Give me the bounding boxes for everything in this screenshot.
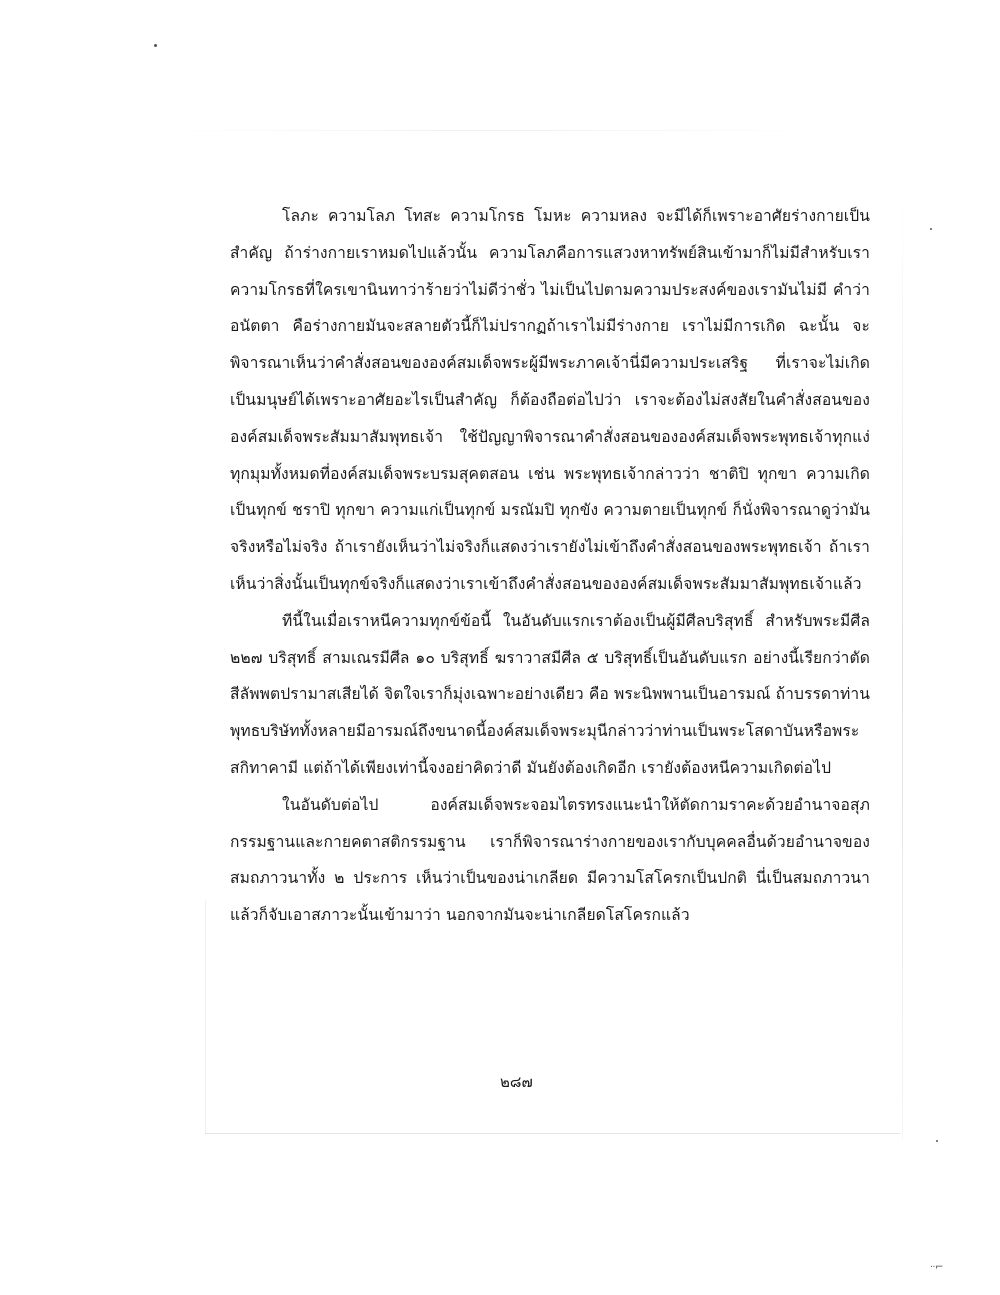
scan-speck xyxy=(936,1140,938,1142)
scan-edge-left xyxy=(205,900,206,1134)
scan-speck xyxy=(154,44,157,47)
corner-scan-mark: ᐧᐧ⌐ xyxy=(930,1262,944,1273)
paragraph-1: โลภะ ความโลภ โทสะ ความโกรธ โมหะ ความหลง จะมีได้ก็เพราะอาศัยร่างกายเป็นสำคัญ ถ้าร่างกายเราหมดไปแล้วนั้น ความโลภคือการแสวงหาทรัพย์สินเข้ามาก็ไม่มีสำหรับเรา ความโกรธที่ใครเขานินทาว่าร้ายว่าไม่ดีว่าชั่ว ไม่เป็นไปตามความประสงค์ของเรามันไม่มี คำว่าอนัตตา คือร่างกายมันจะสลายตัวนี้ก็ไม่ปรากฏถ้าเราไม่มีร่างกาย เราไม่มีการเกิด ฉะนั้น จะพิจารณาเห็นว่าคำสั่งสอนขององค์สมเด็จพระผู้มีพระภาคเจ้านี่มีความประเสริฐ ที่เราจะไม่เกิดเป็นมนุษย์ได้เพราะอาศัยอะไรเป็นสำคัญ ก็ต้องถือต่อไปว่า เราจะต้องไม่สงสัยในคำสั่งสอนขององค์สมเด็จพระสัมมาสัมพุทธเจ้า ใช้ปัญญาพิจารณาคำสั่งสอนขององค์สมเด็จพระพุทธเจ้าทุกแง่ทุกมุมทั้งหมดที่องค์สมเด็จพระบรมสุคตสอน เช่น พระพุทธเจ้ากล่าวว่า ชาติปิ ทุกขา ความเกิดเป็นทุกข์ ชราปิ ทุกขา ความแก่เป็นทุกข์ มรณัมปิ ทุกขัง ความตายเป็นทุกข์ ก็นั่งพิจารณาดูว่ามันจริงหรือไม่จริง ถ้าเรายังเห็นว่าไม่จริงก็แสดงว่าเรายังไม่เข้าถึงคำสั่งสอนของพระพุทธเจ้า ถ้าเราเห็นว่าสิ่งนั้นเป็นทุกข์จริงก็แสดงว่าเราเข้าถึงคำสั่งสอนขององค์สมเด็จพระสัมมาสัมพุทธเจ้าแล้ว xyxy=(230,207,870,593)
page-number: ๒๘๗ xyxy=(500,1073,533,1091)
paragraph-2: ทีนี้ในเมื่อเราหนีความทุกข์ข้อนี้ ในอันดับแรกเราต้องเป็นผู้มีศีลบริสุทธิ์ สำหรับพระมีศีล ๒๒๗ บริสุทธิ์ สามเณรมีศีล ๑๐ บริสุทธิ์ ฆราวาสมีศีล ๕ บริสุทธิ์เป็นอันดับแรก อย่างนี้เรียกว่าตัด สีลัพพตปรามาสเสียได้ จิตใจเราก็มุ่งเฉพาะอย่างเดียว คือ พระนิพพานเป็นอารมณ์ ถ้าบรรดาท่านพุทธบริษัททั้งหลายมีอารมณ์ถึงขนาดนี้องค์สมเด็จพระมุนีกล่าวว่าท่านเป็นพระโสดาบันหรือพระสกิทาคามี แต่ถ้าได้เพียงเท่านี้จงอย่าคิดว่าดี มันยังต้องเกิดอีก เรายังต้องหนีความเกิดต่อไป xyxy=(230,611,870,777)
document-body xyxy=(230,198,870,934)
scan-edge-top xyxy=(140,130,840,131)
scan-speck xyxy=(930,228,932,230)
paragraph-3: ในอันดับต่อไป องค์สมเด็จพระจอมไตรทรงแนะนำให้ตัดกามราคะด้วยอำนาจอสุภกรรมฐานและกายคตาสติกรรมฐาน เราก็พิจารณาร่างกายของเรากับบุคคลอื่นด้วยอำนาจของสมถภาวนาทั้ง ๒ ประการ เห็นว่าเป็นของน่าเกลียด มีความโสโครกเป็นปกติ นี่เป็นสมถภาวนา แล้วก็จับเอาสภาวะนั้นเข้ามาว่า นอกจากมันจะน่าเกลียดโสโครกแล้ว xyxy=(230,795,870,925)
scan-edge-right xyxy=(902,180,903,1140)
scan-edge-bottom xyxy=(205,1133,900,1134)
